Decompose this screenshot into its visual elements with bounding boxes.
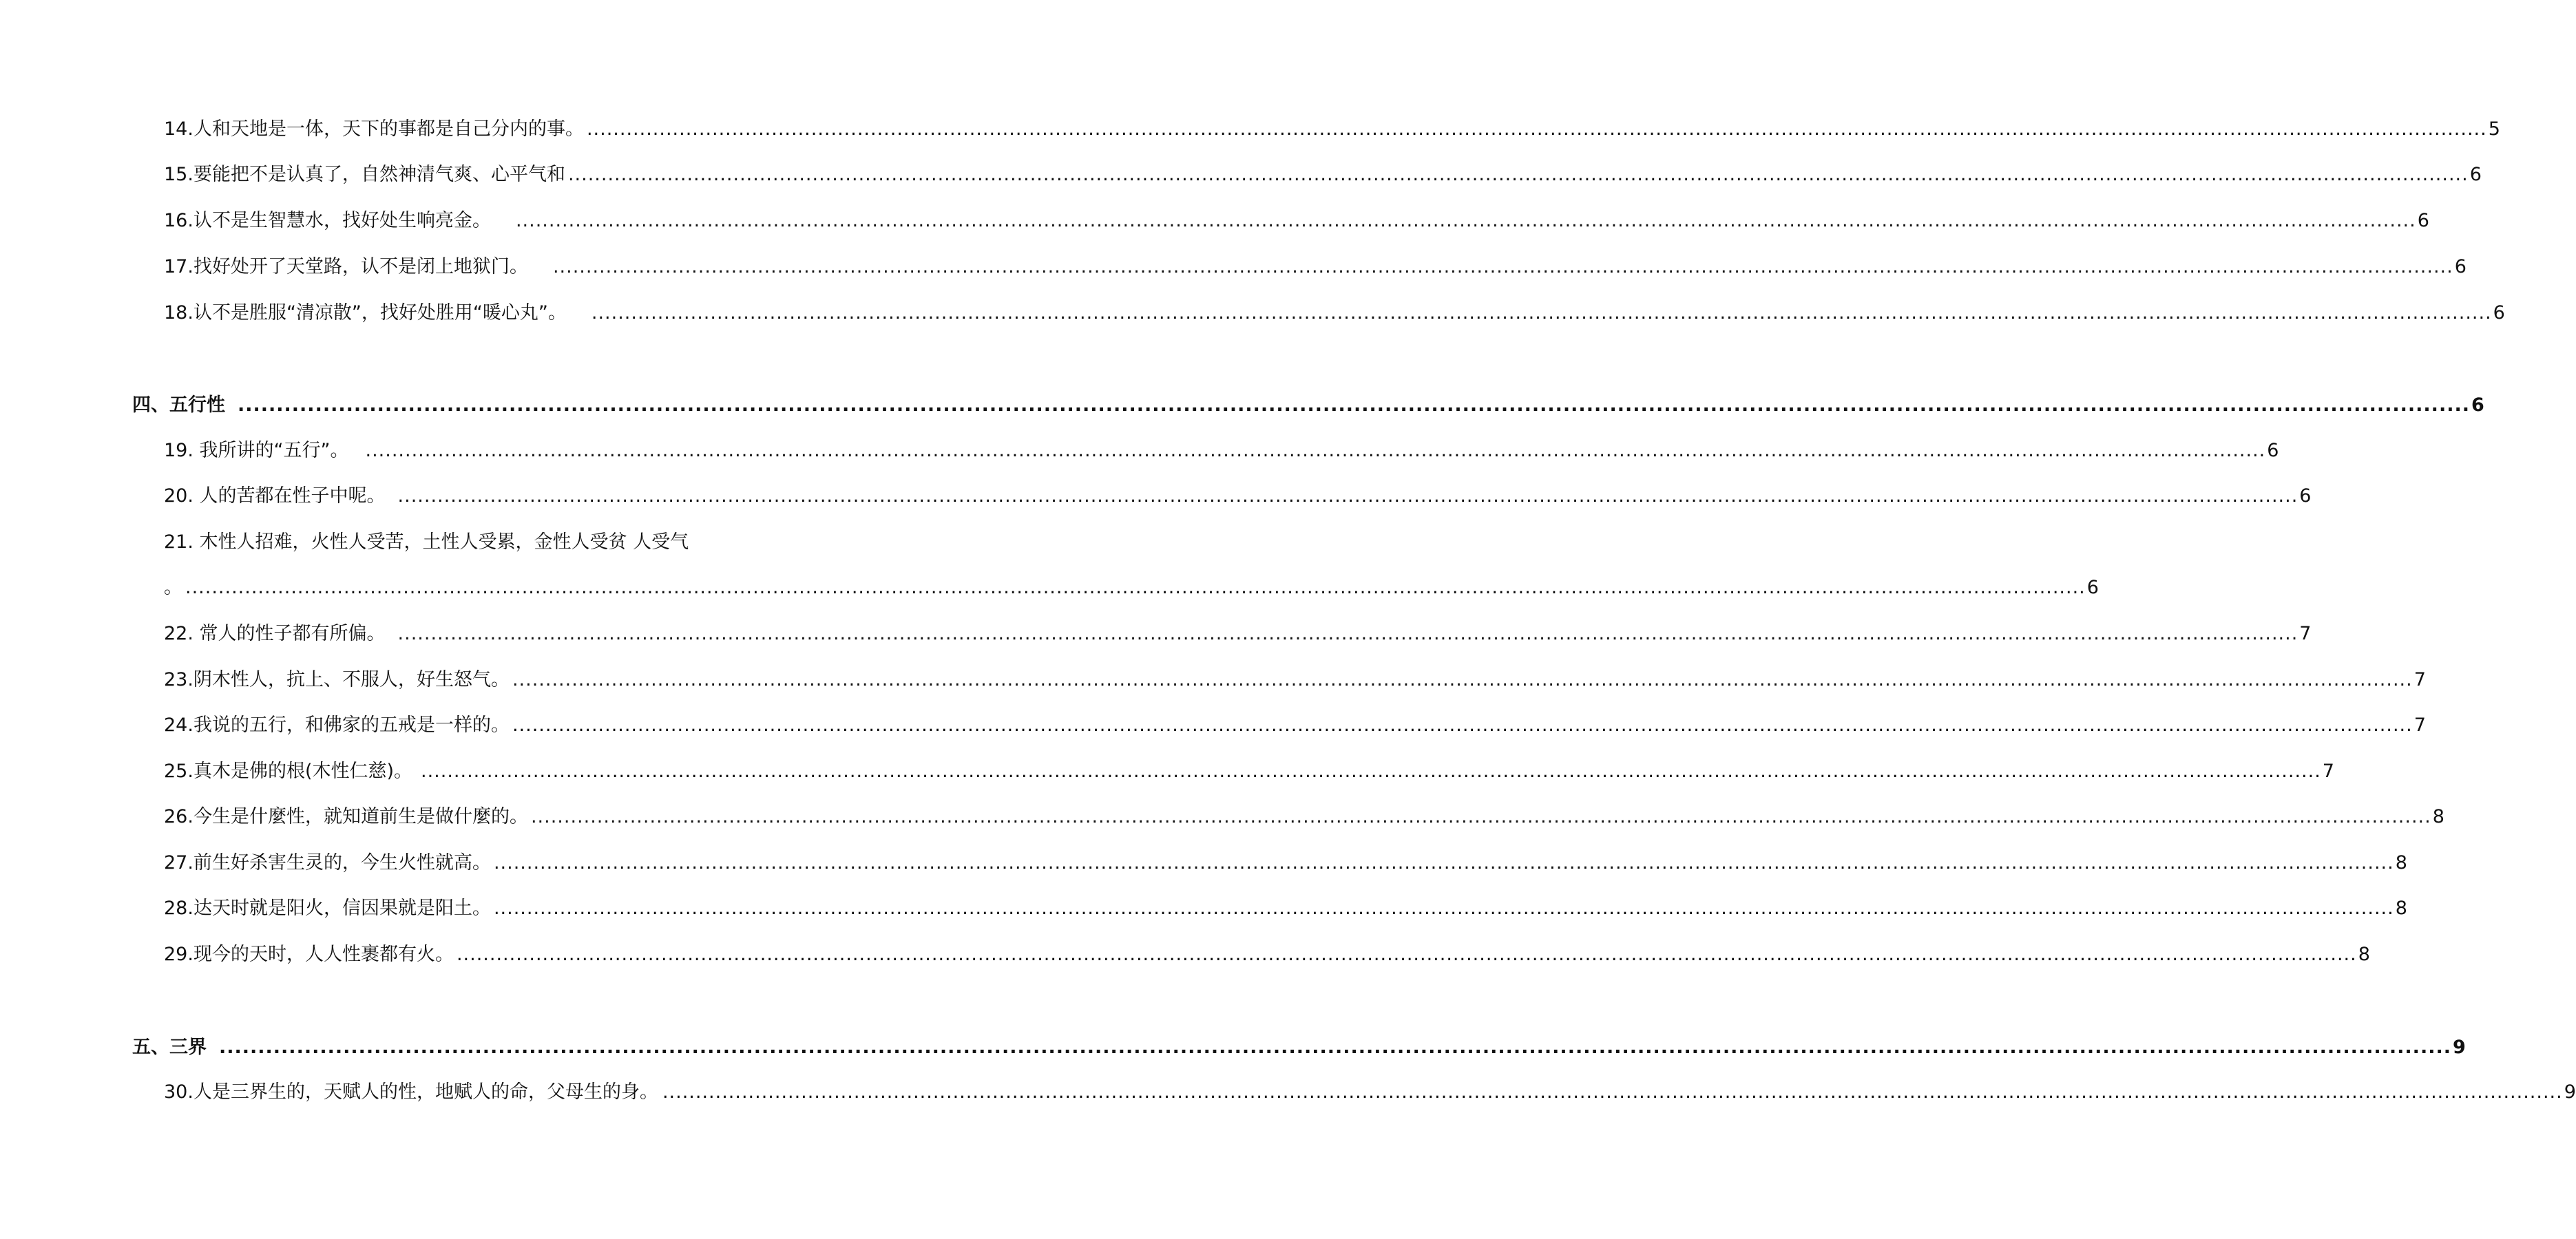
dot-leader: ................................................................................................................................................................................................................................................................................................ <box>493 898 2394 919</box>
toc-page-number: 8 <box>2395 852 2407 873</box>
toc-page-number: 6 <box>2493 302 2505 324</box>
toc-entry-21-continuation[interactable] <box>164 574 2099 602</box>
dot-leader: ................................................................................................................................................................................................................................................................................................ <box>456 944 2357 965</box>
dot-leader: ................................................................................................................................................................................................................................................................................................ <box>567 164 2469 185</box>
toc-page-number: 6 <box>2417 210 2429 231</box>
dot-leader: ................................................................................................................................................................................................................................................................................................ <box>397 623 2298 644</box>
dot-leader: ................................................................................................................................................................................................................................................................................................ <box>552 256 2453 277</box>
toc-entry-text: 28.达天时就是阳火，信因果就是阳土。 <box>164 898 491 919</box>
toc-entry-16[interactable] <box>164 207 2429 235</box>
toc-entry-text: 24.我说的五行，和佛家的五戒是一样的。 <box>164 714 510 736</box>
toc-entry-15[interactable] <box>164 161 2482 189</box>
toc-entry-text: 22. 常人的性子都有所偏。 <box>164 623 386 644</box>
toc-entry-text: 29.现今的天时，人人性裹都有火。 <box>164 944 454 965</box>
toc-entry-text: 17.找好处开了天堂路，认不是闭上地狱门。 <box>164 256 528 277</box>
dot-leader: ................................................................................................................................................................................................................................................................................................ <box>397 485 2298 507</box>
toc-entry-23[interactable] <box>164 666 2426 694</box>
toc-page-number: 6 <box>2267 440 2279 461</box>
dot-leader: ................................................................................................................................................................................................................................................................................................ <box>238 394 2470 416</box>
toc-entry-text: 16.认不是生智慧水，找好处生响亮金。 <box>164 210 491 231</box>
toc-page-number: 7 <box>2299 623 2312 644</box>
toc-page-number: 9 <box>2452 1037 2466 1058</box>
dot-leader: ................................................................................................................................................................................................................................................................................................ <box>421 761 2321 782</box>
dot-leader: ................................................................................................................................................................................................................................................................................................ <box>586 118 2487 140</box>
toc-entry-27[interactable] <box>164 849 2407 877</box>
toc-page-number: 7 <box>2413 714 2426 736</box>
dot-leader: ................................................................................................................................................................................................................................................................................................ <box>185 577 2086 598</box>
dot-leader: ................................................................................................................................................................................................................................................................................................ <box>591 302 2492 324</box>
toc-heading-text: 四、五行性 <box>132 394 225 416</box>
toc-entry-19[interactable] <box>164 437 2279 465</box>
toc-entry-21[interactable] <box>164 529 748 556</box>
toc-page-number: 8 <box>2432 806 2444 827</box>
toc-entry-text: 21. 木性人招难，火性人受苦，土性人受累，金性人受贫 人受气 <box>164 531 689 553</box>
toc-entry-29[interactable] <box>164 941 2370 968</box>
toc-heading-wuxingxing[interactable] <box>132 392 2484 419</box>
toc-entry-text: 26.今生是什麼性，就知道前生是做什麼的。 <box>164 806 528 827</box>
toc-page-number: 6 <box>2299 485 2312 507</box>
toc-entry-25[interactable] <box>164 758 2334 785</box>
dot-leader: ................................................................................................................................................................................................................................................................................................ <box>512 714 2413 736</box>
toc-heading-text: 五、三界 <box>132 1037 207 1058</box>
toc-entry-text: 15.要能把不是认真了，自然神清气爽、心平气和 <box>164 164 565 185</box>
toc-page-number: 6 <box>2471 394 2484 416</box>
toc-entry-28[interactable] <box>164 895 2407 922</box>
dot-leader: ................................................................................................................................................................................................................................................................................................ <box>512 669 2413 690</box>
dot-leader: ................................................................................................................................................................................................................................................................................................ <box>515 210 2416 231</box>
toc-entry-20[interactable] <box>164 483 2312 510</box>
toc-entry-text: 20. 人的苦都在性子中呢。 <box>164 485 386 507</box>
toc-entry-text: 23.阴木性人，抗上、不服人，好生怒气。 <box>164 669 510 690</box>
toc-entry-text: 14.人和天地是一体，天下的事都是自己分内的事。 <box>164 118 584 140</box>
toc-page-number: 8 <box>2395 898 2407 919</box>
dot-leader: ................................................................................................................................................................................................................................................................................................ <box>365 440 2266 461</box>
toc-entry-18[interactable] <box>164 299 2505 327</box>
toc-page-number: 9 <box>2564 1081 2576 1103</box>
toc-entry-24[interactable] <box>164 712 2426 739</box>
toc-entry-text: 25.真木是佛的根(木性仁慈)。 <box>164 761 413 782</box>
dot-leader: ................................................................................................................................................................................................................................................................................................ <box>493 852 2394 873</box>
toc-entry-26[interactable] <box>164 803 2444 831</box>
dot-leader: ................................................................................................................................................................................................................................................................................................ <box>662 1081 2563 1103</box>
dot-leader: ................................................................................................................................................................................................................................................................................................ <box>530 806 2431 827</box>
toc-entry-text: 18.认不是胜服“清凉散”，找好处胜用“暖心丸”。 <box>164 302 567 324</box>
toc-page-number: 6 <box>2469 164 2482 185</box>
toc-page-number: 8 <box>2358 944 2370 965</box>
toc-page-number: 7 <box>2413 669 2426 690</box>
toc-entry-text: 27.前生好杀害生灵的，今生火性就高。 <box>164 852 491 873</box>
toc-page-number: 6 <box>2086 577 2099 598</box>
toc-entry-text: 。 <box>164 577 182 598</box>
toc-entry-text: 30.人是三界生的，天赋人的性，地赋人的命，父母生的身。 <box>164 1081 658 1103</box>
toc-entry-17[interactable] <box>164 253 2467 281</box>
toc-entry-14[interactable] <box>164 116 2500 143</box>
toc-page-number: 6 <box>2454 256 2467 277</box>
toc-page-number: 5 <box>2488 118 2500 140</box>
toc-entry-text: 19. 我所讲的“五行”。 <box>164 440 349 461</box>
toc-entry-22[interactable] <box>164 620 2312 648</box>
toc-page-number: 7 <box>2322 761 2334 782</box>
dot-leader: ................................................................................................................................................................................................................................................................................................ <box>219 1037 2451 1058</box>
toc-heading-sanjie[interactable] <box>132 1034 2466 1061</box>
toc-entry-30[interactable] <box>164 1079 2576 1106</box>
